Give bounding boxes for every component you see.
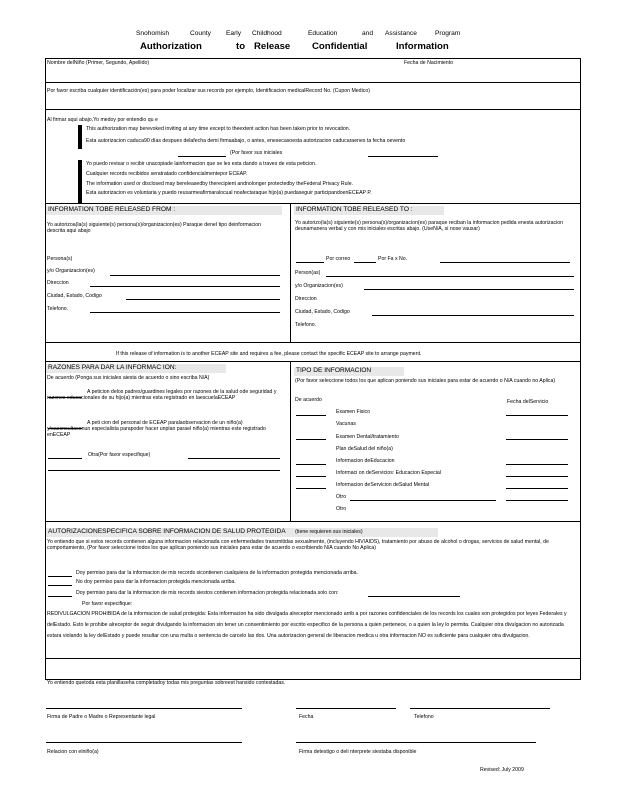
eceap-notice: If this release of information is to another ECEAP site and requires a fee, please contact the specific ECEAP site to arrange payment.: [116, 351, 422, 357]
auth-specific-title: AUTORIZACIONESPECIFICA SOBRE INFORMACION DE SALUD PROTEGIDA (tiene requieren sus iniciales): [46, 528, 438, 537]
signature-line: [46, 708, 242, 709]
fecha-label: Fecha: [299, 714, 314, 720]
to-por-correo: Por correo: [326, 256, 351, 262]
auth-opt3-line: [368, 596, 460, 597]
intro-records: Cualquier records recibidos seratratado confidencialmentepor ECEAP.: [86, 171, 248, 177]
razones-other-line: [188, 458, 280, 459]
from-org-label: y/o Organizacion(es): [47, 268, 95, 274]
intro-review: Yo puedo revisar o recibir unacopiade lainformacion que se les esta dando a traves de esta peticion.: [86, 161, 317, 167]
intro-voluntary: Esta autorizacion es voluntaria y puedo reusarmeafirmaralocual noafectaraque hijo(a) puedaseguir participandoenECEAP P.: [86, 190, 372, 196]
form-title: Authorization to Release Confidential Information: [140, 41, 449, 52]
marker-bar: [78, 125, 82, 149]
razones-title: RAZONES PARA DAR LA INFORMAC ION:: [46, 364, 226, 373]
tipo-initial-line: [296, 488, 326, 489]
from-person-label: Persona(s): [47, 256, 73, 262]
tipo-item: Informaci on deServicios: Educacion Especial: [336, 470, 441, 476]
tipo-item: Examen Fisico: [336, 409, 371, 415]
auth-opt2: No doy permiso para dar la informacion protegida mencionada arriba.: [76, 579, 236, 585]
razones-item1: A peticion delos padres/guardines legales por razones de la salud ode seguridad y razones educacionales de su hijo(a) mientras esta registrado en laescuelaECEAP: [47, 389, 277, 402]
revised-date: Revised: July 2009: [480, 767, 524, 773]
to-org-line: [364, 289, 574, 290]
fax-number-line: [440, 262, 570, 263]
from-address-label: Direccion: [47, 280, 69, 286]
auth-opt-line: [48, 585, 72, 586]
birth-date-label: Fecha de Nacimiento: [404, 60, 454, 66]
tipo-item: Vacunas: [336, 421, 356, 427]
identifier-label: Por favor escriba cualquier identificación(es) para poder localizar sus records por ejemplo, Identificacion medicalRecord No. (Cupon Medico): [47, 88, 370, 94]
tipo-date-line: [506, 415, 568, 416]
telefono-label: Telefono: [414, 714, 434, 720]
intro-line: Al firmar aqui abajo,Yo medoy por entendio qu e: [47, 117, 158, 123]
intro-por-favor: (Por favor sus iniciales: [230, 150, 283, 156]
auth-specific-line1: Yo entiendo que si estos records contienen alguna informacion relacionada con enfermedades transmitidas sexualmente, (incluyendo HIV/AIDS), tratamiento por abuso de alcohol o drogas, servicios de salud mental, de comportamiento, (Por favor seleccione todos los que aplican poniendo sus iniciales para estar de acuerdo o escribiendo N/A cuando No Aplica): [47, 539, 549, 552]
to-por-fax: Por Fa x No.: [378, 256, 408, 262]
razones-item2: A peti cion del personal de ECEAP paralaobservacion de un niño(a) y/oaconsultaconun especialista parapoder hacer unplan parael niño(a) mientras este registrado enECEAP: [47, 420, 266, 439]
to-city-label: Ciudad, Estado, Codigo: [295, 309, 350, 315]
tipo-de-acuerdo: De acuerdo: [295, 397, 322, 403]
to-address-label: Direccion: [295, 296, 317, 302]
from-address-line: [90, 286, 280, 287]
child-name-label: Nombre delNiño (Primer, Segundo, Apellido): [47, 60, 150, 66]
intro-revoke: This authorization may berevoked inviting at any time except to theextent action has been taken prior to revocation.: [86, 126, 351, 132]
testigo-line: [296, 742, 536, 743]
divider: [45, 521, 581, 522]
to-desc: Yo autorizo(la(s) siguiente(s) persona(s)/organizacion(es) paraque reciban la informacion pedida enesta autorizacion deunamanera verbal y con mis iniciales escritas abajo. (UseN/A, si nose vausar): [295, 220, 563, 233]
to-person-label: Person(as): [295, 270, 321, 276]
razones-item3-line: [48, 458, 82, 459]
divider: [45, 361, 581, 362]
fecha-line: [296, 708, 396, 709]
program-line: Snohomish County Early Childhood Education and Assistance Program: [136, 30, 461, 37]
tipo-item: Plan deSalud del niño(a): [336, 446, 393, 452]
from-section-title: INFORMATION TOBE RELEASED FROM :: [46, 206, 282, 215]
auth-especifique: Por favor especifique:: [82, 601, 133, 607]
tipo-desc: (Por favor seleccione todos los que aplican poniendo sus iniciales para estar de acuerdo o N/A cuando no Aplica): [295, 378, 556, 384]
to-person-line: [326, 276, 574, 277]
from-desc: Yo autorizoa(la(s) siguiente(s) persona(s)/organizacion(es) Paraque deneI tipo deinformacion descrita aqui abajo: [47, 222, 262, 235]
initials-line: [368, 156, 438, 157]
tipo-date-line: [506, 476, 568, 477]
tipo-other-line: [350, 500, 496, 501]
tipo-date-line: [506, 439, 568, 440]
signature-label: Firma de Padre o Madre o Representante legal: [47, 714, 156, 720]
razones-desc: De acuerdo (Ponga sus iniciales aiesta de acuerdo o sino escriba N/A): [47, 375, 210, 381]
relacion-label: Relacion con elniño(a): [47, 749, 99, 755]
from-phone-label: Telefono.: [47, 306, 69, 312]
auth-redivulgacion: REDIVULGACION PROHIBIDA de la informacion de salud protegida: Esta informacion ha sido divulgada alreceptor mencionado arrib a por razones confidenciales de los records los cuales son protegidos por leyes Federales y delEstado. Esto le prohibe alreceptor de seguir divulgando la informacion sin tener un consentimiento por escrito especifico de la persona a quien pertenece, o a quien la ley lo permita. Cualquier otra divulgacion no autorizada estara violando la ley delEstado y puede resultar con una multa o sentencia de carcelo las dos. Una autorizacion general de liberacion medica u otra informacion NO es suficiente para cualquier otra divulgacion.: [47, 611, 567, 639]
tipo-initial-line: [296, 476, 326, 477]
tipo-item: Informacion deServicion deSalud Mental: [336, 482, 430, 488]
column-divider: [290, 361, 291, 521]
tipo-fecha-servicio: Fecha delServicio: [507, 399, 549, 405]
to-org-label: y/o Organizacion(es): [295, 283, 343, 289]
date-line: [178, 156, 226, 157]
tipo-initial-line: [296, 439, 326, 440]
razones-other-line2: [48, 470, 280, 471]
tipo-item: Otro: [336, 506, 347, 512]
tipo-initial-line: [296, 464, 326, 465]
tipo-item: Otro: [336, 494, 347, 500]
auth-opt-line: [48, 596, 72, 597]
intro-expire: Esta autorizacion caduca90 días despues delafecha demi firmaabajo, o antes, enesecasoesta autorizacion caducaraenes ta fecha oevento: [86, 138, 406, 144]
tipo-date-line: [506, 500, 568, 501]
marker-bar: [78, 160, 82, 204]
divider: [45, 342, 581, 343]
razones-item3: Otra(Por favor especifique): [88, 452, 151, 458]
to-city-line: [372, 315, 574, 316]
auth-opt1: Doy permiso para dar la informacion de mis records sicontienen cualquiera de la informacion protegida mencionada arriba.: [76, 570, 359, 576]
understand-statement: Yo entiendo quetoda esta planillaseha completadoy todas mis preguntas sobreest hansido contestadas.: [47, 680, 286, 686]
divider: [45, 109, 581, 110]
auth-opt-line: [48, 576, 72, 577]
tipo-item: Examen Dental/tratamiento: [336, 434, 399, 440]
relacion-line: [46, 742, 242, 743]
from-city-label: Ciudad, Estado, Codigo: [47, 293, 102, 299]
tipo-initial-line: [296, 415, 326, 416]
mail-check-line: [296, 262, 324, 263]
divider: [45, 203, 581, 204]
tipo-item: Informacion deEducacion: [336, 458, 395, 464]
fax-check-line: [354, 262, 376, 263]
tipo-date-line: [506, 464, 568, 465]
column-divider: [290, 203, 291, 342]
telefono-line: [410, 708, 550, 709]
firma-testigo-label: Firma detestigo o deli nterprete siestaba disponible: [299, 749, 417, 755]
divider: [45, 82, 581, 83]
to-phone-label: Telefono.: [295, 322, 317, 328]
divider: [45, 658, 581, 659]
from-phone-line: [90, 312, 280, 313]
tipo-title: TIPO DE INFORMACION: [294, 367, 404, 376]
auth-opt3: Doy permiso para dar la informacion de mis records siestos contienen informacion protegida relacionada solo con:: [76, 590, 339, 596]
from-city-line: [126, 299, 280, 300]
tipo-date-line: [506, 488, 568, 489]
from-org-line: [110, 275, 280, 276]
intro-protected: The information used or disclosed may bereleasedby therecipient andnolonger protectedby theFederal Privacy Rule.: [86, 181, 354, 187]
to-section-title: INFORMATION TOBE RELEASED TO :: [294, 206, 444, 215]
